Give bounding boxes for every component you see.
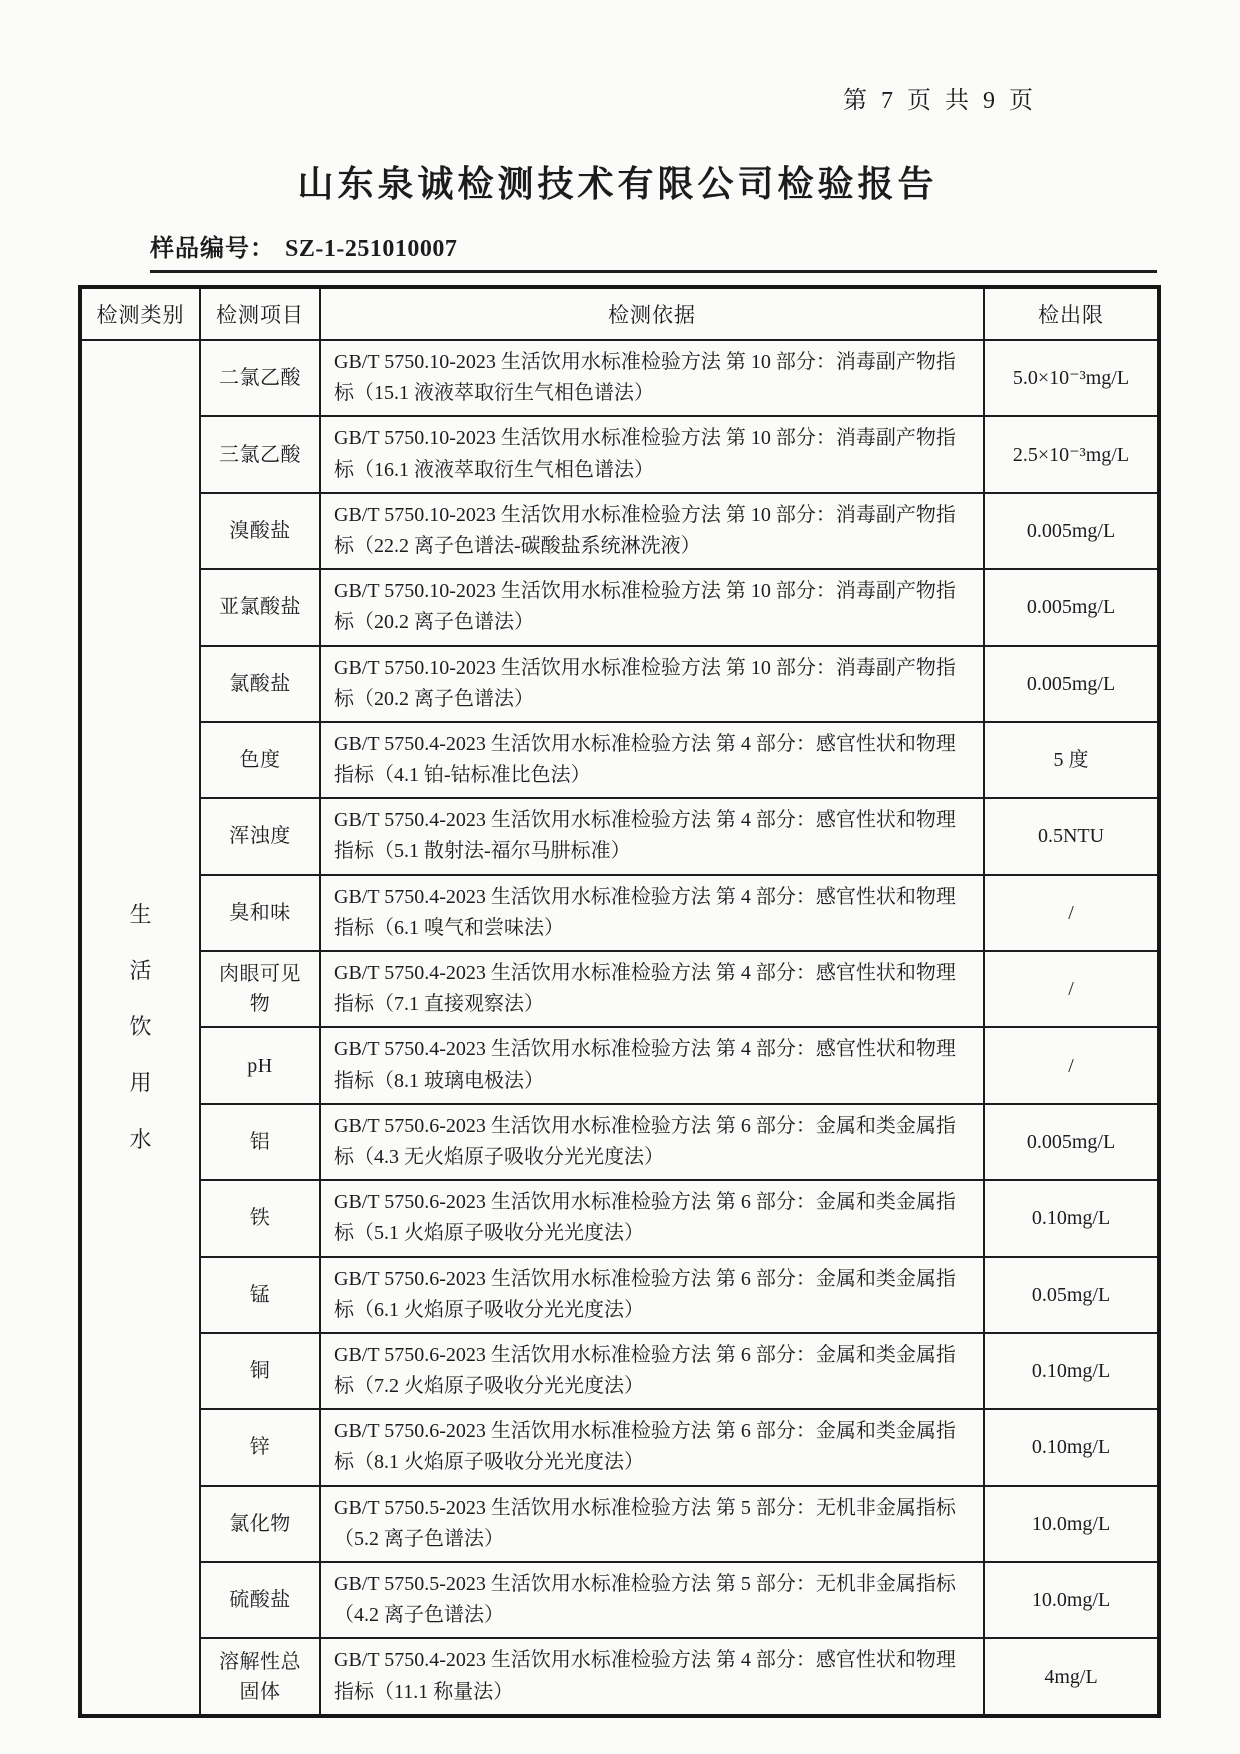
table-row xyxy=(80,416,1159,492)
item-cell: 硫酸盐 xyxy=(200,1562,320,1638)
basis-cell: GB/T 5750.10-2023 生活饮用水标准检验方法 第 10 部分：消毒副产物指标（22.2 离子色谱法-碳酸盐系统淋洗液） xyxy=(320,493,984,569)
limit-cell: 0.10mg/L xyxy=(984,1180,1159,1256)
test-basis-table xyxy=(78,285,1161,1718)
item-cell: 铁 xyxy=(200,1180,320,1256)
basis-cell: GB/T 5750.6-2023 生活饮用水标准检验方法 第 6 部分：金属和类金属指标（5.1 火焰原子吸收分光光度法） xyxy=(320,1180,984,1256)
table-row xyxy=(80,798,1159,874)
table-row xyxy=(80,722,1159,798)
table-row xyxy=(80,1257,1159,1333)
limit-cell: 0.10mg/L xyxy=(984,1409,1159,1485)
limit-cell: 0.10mg/L xyxy=(984,1333,1159,1409)
limit-cell: 0.005mg/L xyxy=(984,1104,1159,1180)
basis-cell: GB/T 5750.6-2023 生活饮用水标准检验方法 第 6 部分：金属和类金属指标（6.1 火焰原子吸收分光光度法） xyxy=(320,1257,984,1333)
item-cell: 二氯乙酸 xyxy=(200,340,320,416)
limit-cell: 5 度 xyxy=(984,722,1159,798)
limit-cell: 0.05mg/L xyxy=(984,1257,1159,1333)
column-header-item: 检测项目 xyxy=(200,287,320,340)
table-row xyxy=(80,1486,1159,1562)
table-row xyxy=(80,1027,1159,1103)
item-cell: pH xyxy=(200,1027,320,1103)
category-cell xyxy=(80,340,200,1716)
item-cell: 亚氯酸盐 xyxy=(200,569,320,645)
item-cell: 铝 xyxy=(200,1104,320,1180)
basis-cell: GB/T 5750.4-2023 生活饮用水标准检验方法 第 4 部分：感官性状和物理指标（11.1 称量法） xyxy=(320,1638,984,1715)
basis-cell: GB/T 5750.6-2023 生活饮用水标准检验方法 第 6 部分：金属和类金属指标（7.2 火焰原子吸收分光光度法） xyxy=(320,1333,984,1409)
basis-cell: GB/T 5750.4-2023 生活饮用水标准检验方法 第 4 部分：感官性状和物理指标（6.1 嗅气和尝味法） xyxy=(320,875,984,951)
item-cell: 锰 xyxy=(200,1257,320,1333)
item-cell: 溶解性总固体 xyxy=(200,1638,320,1715)
table-row xyxy=(80,1104,1159,1180)
item-cell: 氯化物 xyxy=(200,1486,320,1562)
report-table-body xyxy=(80,340,1159,1716)
limit-cell: 0.005mg/L xyxy=(984,493,1159,569)
page-indicator: 第 7 页 共 9 页 xyxy=(843,88,1037,114)
table-row xyxy=(80,1333,1159,1409)
basis-cell: GB/T 5750.6-2023 生活饮用水标准检验方法 第 6 部分：金属和类金属指标（8.1 火焰原子吸收分光光度法） xyxy=(320,1409,984,1485)
limit-cell: 4mg/L xyxy=(984,1638,1159,1715)
basis-cell: GB/T 5750.5-2023 生活饮用水标准检验方法 第 5 部分：无机非金属指标（5.2 离子色谱法） xyxy=(320,1486,984,1562)
report-title: 山东泉诚检测技术有限公司检验报告 xyxy=(297,163,938,204)
table-header-row xyxy=(80,287,1159,340)
limit-cell: 0.005mg/L xyxy=(984,646,1159,722)
basis-cell: GB/T 5750.10-2023 生活饮用水标准检验方法 第 10 部分：消毒副产物指标（15.1 液液萃取衍生气相色谱法） xyxy=(320,340,984,416)
item-cell: 肉眼可见物 xyxy=(200,951,320,1027)
basis-cell: GB/T 5750.10-2023 生活饮用水标准检验方法 第 10 部分：消毒副产物指标（20.2 离子色谱法） xyxy=(320,646,984,722)
basis-cell: GB/T 5750.6-2023 生活饮用水标准检验方法 第 6 部分：金属和类金属指标（4.3 无火焰原子吸收分光光度法） xyxy=(320,1104,984,1180)
sample-number-value: SZ-1-251010007 xyxy=(285,236,458,262)
limit-cell: 10.0mg/L xyxy=(984,1486,1159,1562)
item-cell: 溴酸盐 xyxy=(200,493,320,569)
limit-cell: 5.0×10⁻³mg/L xyxy=(984,340,1159,416)
item-cell: 铜 xyxy=(200,1333,320,1409)
table-row xyxy=(80,1638,1159,1715)
column-header-category: 检测类别 xyxy=(80,287,200,340)
basis-cell: GB/T 5750.10-2023 生活饮用水标准检验方法 第 10 部分：消毒副产物指标（16.1 液液萃取衍生气相色谱法） xyxy=(320,416,984,492)
category-label: 生活饮用水 xyxy=(129,902,152,1152)
table-row xyxy=(80,951,1159,1027)
basis-cell: GB/T 5750.5-2023 生活饮用水标准检验方法 第 5 部分：无机非金属指标（4.2 离子色谱法） xyxy=(320,1562,984,1638)
table-row xyxy=(80,1409,1159,1485)
item-cell: 锌 xyxy=(200,1409,320,1485)
sample-number-label: 样品编号： xyxy=(150,236,275,262)
table-row xyxy=(80,493,1159,569)
item-cell: 臭和味 xyxy=(200,875,320,951)
basis-cell: GB/T 5750.4-2023 生活饮用水标准检验方法 第 4 部分：感官性状和物理指标（8.1 玻璃电极法） xyxy=(320,1027,984,1103)
table-row xyxy=(80,646,1159,722)
item-cell: 浑浊度 xyxy=(200,798,320,874)
table-row xyxy=(80,1562,1159,1638)
limit-cell: 10.0mg/L xyxy=(984,1562,1159,1638)
item-cell: 三氯乙酸 xyxy=(200,416,320,492)
basis-cell: GB/T 5750.4-2023 生活饮用水标准检验方法 第 4 部分：感官性状和物理指标（5.1 散射法-福尔马肼标准） xyxy=(320,798,984,874)
limit-cell: / xyxy=(984,875,1159,951)
table-row xyxy=(80,569,1159,645)
table-row xyxy=(80,875,1159,951)
basis-cell: GB/T 5750.4-2023 生活饮用水标准检验方法 第 4 部分：感官性状和物理指标（4.1 铂-钴标准比色法） xyxy=(320,722,984,798)
column-header-basis: 检测依据 xyxy=(320,287,984,340)
item-cell: 氯酸盐 xyxy=(200,646,320,722)
limit-cell: 0.5NTU xyxy=(984,798,1159,874)
column-header-limit: 检出限 xyxy=(984,287,1159,340)
table-row xyxy=(80,1180,1159,1256)
limit-cell: / xyxy=(984,1027,1159,1103)
item-cell: 色度 xyxy=(200,722,320,798)
limit-cell: 0.005mg/L xyxy=(984,569,1159,645)
limit-cell: / xyxy=(984,951,1159,1027)
sample-number-line xyxy=(150,228,1157,273)
basis-cell: GB/T 5750.4-2023 生活饮用水标准检验方法 第 4 部分：感官性状和物理指标（7.1 直接观察法） xyxy=(320,951,984,1027)
basis-cell: GB/T 5750.10-2023 生活饮用水标准检验方法 第 10 部分：消毒副产物指标（20.2 离子色谱法） xyxy=(320,569,984,645)
limit-cell: 2.5×10⁻³mg/L xyxy=(984,416,1159,492)
table-row xyxy=(80,340,1159,416)
